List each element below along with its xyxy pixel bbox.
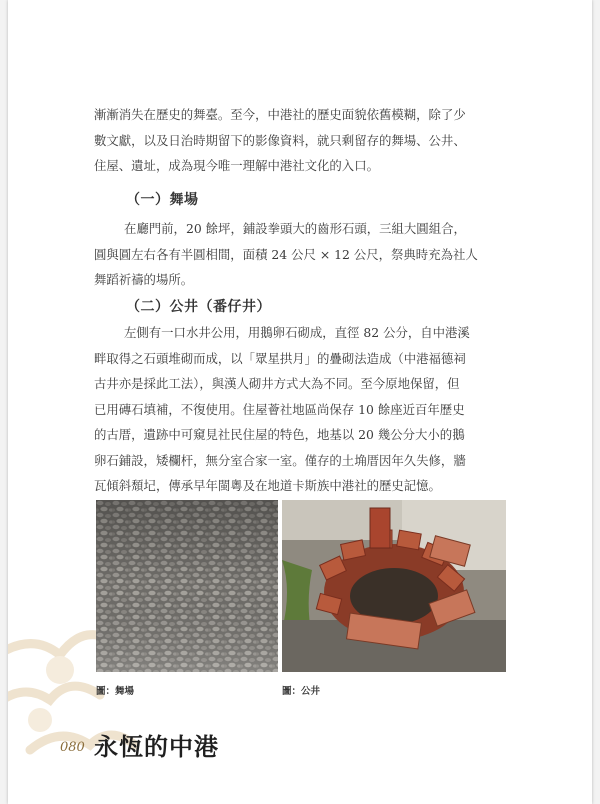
page-number: 080 [60,740,85,755]
section1-line: 在廳門前，20 餘坪，鋪設拳頭大的齒形石頭，三組大圓組合， [124,221,466,236]
section2-line: 古井亦是採此工法），與漢人砌井方式大為不同。至今原地保留，但 [94,376,460,391]
book-title: 永恆的中港 [94,732,219,761]
section2-paragraph [94,320,514,499]
intro-paragraph [94,102,514,179]
page [8,0,592,804]
section1-heading: （一）舞場 [126,192,199,208]
section2-line: 已用磚石填補，不復使用。住屋薈社地區尚保存 10 餘座近百年歷史 [94,401,465,417]
section1-line: 圓與圓左右各有半圓相間，面積 24 公尺 × 12 公尺，祭典時充為社人 [94,246,478,262]
section2-line: 的古厝，遺跡中可窺見社民住屋的特色，地基以 20 幾公分大小的鵝 [94,427,465,442]
intro-line: 數文獻，以及日治時期留下的影像資料，就只剩留存的舞場、公井、 [94,132,466,148]
section1-line: 舞蹈祈禱的場所。 [94,272,194,287]
section2-line: 卵石鋪設，矮欄杆，無分室合家一室。僅存的土埆厝因年久失修，牆 [94,452,466,468]
section2-line: 左側有一口水井公用，用鵝卵石砌成，直徑 82 公分，自中港溪 [124,325,470,340]
public-well-photo [282,500,506,672]
section1-paragraph [94,216,514,293]
dance-ground-photo [96,500,278,672]
right-photo-caption: 圖：公井 [282,686,321,697]
section2-heading: （二）公井（番仔井） [126,299,271,315]
intro-line: 漸漸消失在歷史的舞臺。至今，中港社的歷史面貌依舊模糊，除了少 [94,107,466,122]
section2-line: 畔取得之石頭堆砌而成，以「眾星拱月」的疊砌法造成（中港福德祠 [94,350,466,366]
section2-line: 瓦傾斜頹圮，傳承早年閩粵及在地道卡斯族中港社的歷史記憶。 [94,478,441,493]
intro-line: 住屋、遺址，成為現今唯一理解中港社文化的入口。 [94,158,379,173]
left-photo-caption: 圖：舞場 [96,686,135,697]
